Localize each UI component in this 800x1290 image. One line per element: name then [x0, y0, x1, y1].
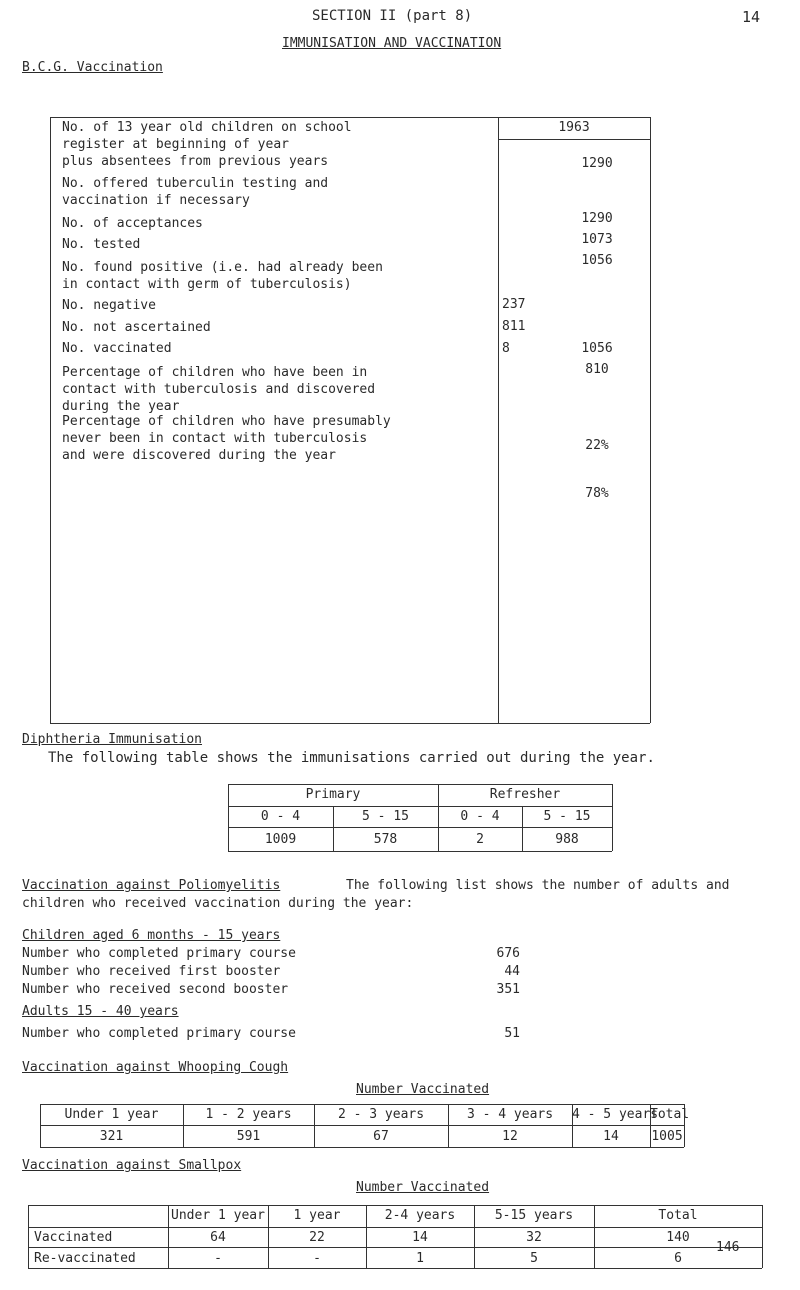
bcg-row-left-value: 237 — [502, 297, 526, 312]
table-divider — [28, 1205, 29, 1268]
polio-children-heading: Children aged 6 months - 15 years — [22, 928, 281, 943]
bcg-row-label: No. vaccinated — [62, 341, 172, 356]
bcg-row-label: No. tested — [62, 237, 141, 252]
diphtheria-heading: Diphtheria Immunisation — [22, 732, 203, 747]
section-label: SECTION II (part 8) — [312, 8, 473, 24]
whooping-col-header: 2 - 3 years — [337, 1107, 425, 1122]
polio-row-value: 51 — [504, 1026, 520, 1041]
whooping-value: 1005 — [651, 1129, 683, 1144]
smallpox-col-header: 1 year — [293, 1208, 341, 1223]
bcg-row-right-value: 22% — [585, 438, 609, 453]
table-divider — [762, 1205, 763, 1268]
smallpox-col-header: 2-4 years — [384, 1208, 456, 1223]
polio-row-value: 351 — [496, 982, 520, 997]
diphtheria-col-header: 5 - 15 — [362, 809, 409, 824]
bcg-row-right-value: 78% — [585, 486, 609, 501]
smallpox-value: 64 — [210, 1230, 226, 1245]
bcg-row-right-value: 1056 — [581, 253, 613, 268]
bcg-row-label: during the year — [62, 399, 180, 414]
bcg-row-right-value: 1290 — [581, 156, 613, 171]
whooping-heading: Vaccination against Whooping Cough — [22, 1060, 289, 1075]
bcg-row-right-value: 1056 — [581, 341, 613, 356]
smallpox-heading: Vaccination against Smallpox — [22, 1158, 242, 1173]
bcg-row-label: Percentage of children who have presumably — [62, 414, 391, 429]
whooping-subheading: Number Vaccinated — [356, 1082, 490, 1097]
diphtheria-col-header: 0 - 4 — [460, 809, 500, 824]
bcg-heading: B.C.G. Vaccination — [22, 60, 163, 75]
diphtheria-intro: The following table shows the immunisations carried out during the year. — [48, 750, 655, 766]
bcg-row-label: register at beginning of year — [62, 137, 289, 152]
smallpox-row-label: Re-vaccinated — [34, 1251, 136, 1266]
diphtheria-col-header: 0 - 4 — [260, 809, 301, 824]
smallpox-value: - — [313, 1251, 321, 1266]
polio-row-label: Number who completed primary course — [22, 946, 296, 961]
diphtheria-primary-header: Primary — [305, 787, 361, 802]
whooping-value: 67 — [373, 1129, 389, 1144]
smallpox-subheading: Number Vaccinated — [356, 1180, 490, 1195]
diphtheria-col-header: 5 - 15 — [543, 809, 591, 824]
diphtheria-refresher-header: Refresher — [489, 787, 561, 802]
whooping-value: 12 — [502, 1129, 518, 1144]
smallpox-value: 32 — [526, 1230, 542, 1245]
bcg-row-label: vaccination if necessary — [62, 193, 250, 208]
bcg-row-label: No. of 13 year old children on school — [62, 120, 352, 135]
bcg-row-label: No. not ascertained — [62, 320, 211, 335]
bcg-row-label: and were discovered during the year — [62, 448, 336, 463]
bcg-row-label: No. found positive (i.e. had already been — [62, 260, 383, 275]
whooping-value: 321 — [99, 1129, 124, 1144]
bcg-row-label: contact with tuberculosis and discovered — [62, 382, 376, 397]
smallpox-col-header: Under 1 year — [171, 1208, 265, 1223]
polio-row-label: Number who received first booster — [22, 964, 281, 979]
bcg-row-label: No. negative — [62, 298, 156, 313]
smallpox-value: 14 — [412, 1230, 428, 1245]
whooping-col-header: Under 1 year — [64, 1107, 159, 1122]
bcg-row-label: Percentage of children who have been in — [62, 365, 368, 380]
bcg-row-left-value: 811 — [502, 319, 526, 334]
polio-row-label: Number who completed primary course — [22, 1026, 296, 1041]
bcg-year-header: 1963 — [558, 120, 590, 135]
whooping-value: 591 — [236, 1129, 261, 1144]
bcg-row-right-value: 1073 — [581, 232, 613, 247]
bcg-row-label: No. offered tuberculin testing and — [62, 176, 329, 191]
smallpox-value: 6 — [674, 1251, 682, 1266]
page-title: IMMUNISATION AND VACCINATION — [282, 36, 502, 51]
whooping-value: 14 — [603, 1129, 619, 1144]
bcg-row-left-value: 8 — [502, 341, 510, 356]
smallpox-grand-total: 146 — [716, 1240, 740, 1255]
smallpox-row-label: Vaccinated — [34, 1230, 113, 1245]
smallpox-col-header: 5-15 years — [494, 1208, 574, 1223]
diphtheria-value: 1009 — [264, 832, 297, 847]
whooping-col-header: 3 - 4 years — [466, 1107, 554, 1122]
polio-heading: Vaccination against Poliomyelitis — [22, 878, 281, 893]
bcg-row-label: No. of acceptances — [62, 216, 203, 231]
bcg-row-label: plus absentees from previous years — [62, 154, 329, 169]
whooping-col-header: 1 - 2 years — [205, 1107, 292, 1122]
smallpox-value: 1 — [416, 1251, 424, 1266]
diphtheria-value: 988 — [555, 832, 579, 847]
polio-intro-2: children who received vaccination during the year: — [22, 896, 414, 911]
whooping-col-header: 4 - 5 years — [572, 1107, 659, 1122]
smallpox-value: - — [214, 1251, 222, 1266]
bcg-row-label: in contact with germ of tuberculosis) — [62, 277, 352, 292]
polio-adults-heading: Adults 15 - 40 years — [22, 1004, 179, 1019]
polio-intro-1: The following list shows the number of adults and — [346, 878, 730, 893]
polio-row-value: 676 — [496, 946, 520, 961]
bcg-row-right-value: 1290 — [581, 211, 613, 226]
page-number: 14 — [742, 8, 761, 26]
smallpox-col-header: Total — [658, 1208, 698, 1223]
smallpox-value: 5 — [530, 1251, 538, 1266]
diphtheria-value: 2 — [476, 832, 484, 847]
diphtheria-value: 578 — [373, 832, 398, 847]
smallpox-value: 140 — [666, 1230, 690, 1245]
smallpox-value: 22 — [309, 1230, 325, 1245]
polio-row-label: Number who received second booster — [22, 982, 289, 997]
polio-row-value: 44 — [504, 964, 520, 979]
whooping-col-header: Total — [650, 1107, 690, 1122]
bcg-row-right-value: 810 — [585, 362, 609, 377]
bcg-row-label: never been in contact with tuberculosis — [62, 431, 368, 446]
